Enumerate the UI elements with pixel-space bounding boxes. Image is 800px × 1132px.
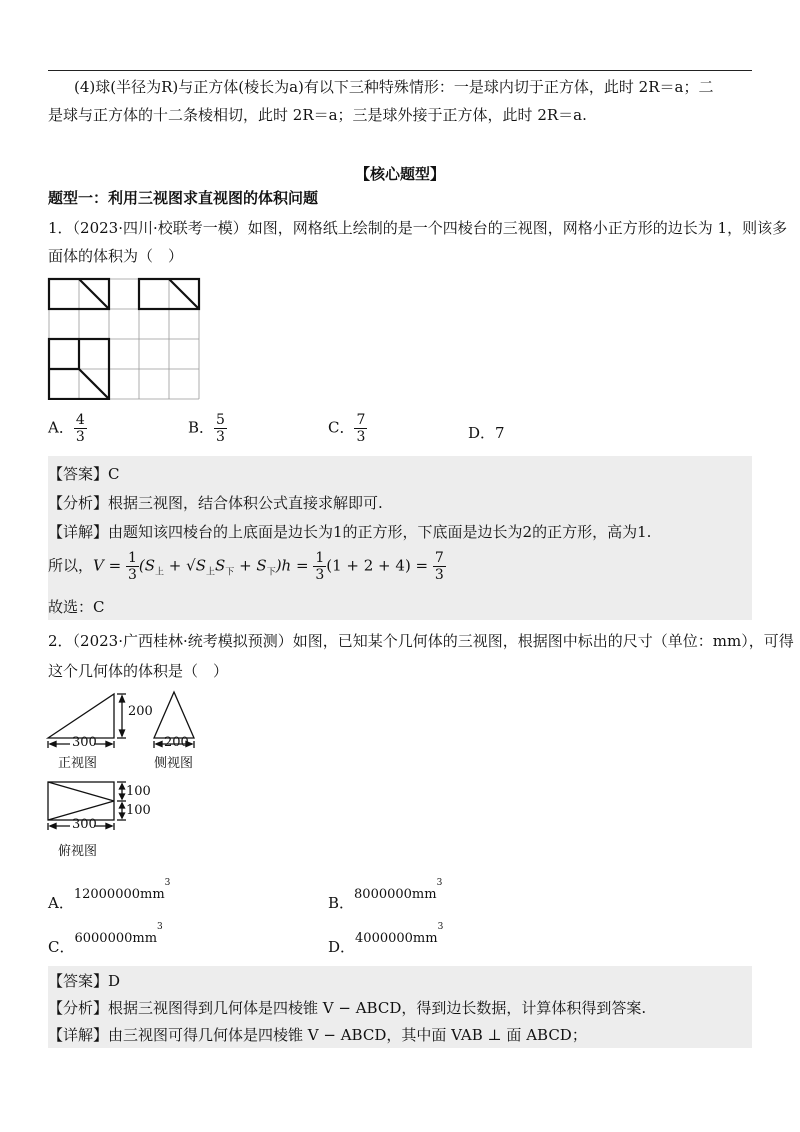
q1-stem-line-2: 面体的体积为（ ）	[48, 247, 184, 265]
q1-analysis: 【分析】根据三视图，结合体积公式直接求解即可.	[48, 494, 383, 512]
q1-detail: 【详解】由题知该四棱台的上底面是边长为1的正方形，下底面是边长为2的正方形，高为1.	[48, 523, 652, 541]
q2-option-b: B．$8000000mm^3$	[328, 878, 443, 912]
q1-option-c: C． $\frac{7}{3}$	[328, 412, 366, 445]
side-view-label: 侧视图	[154, 756, 194, 771]
q2-detail: 【详解】由三视图可得几何体是四棱锥 V − ABCD，其中面 VAB ⊥ 面 ABCD；	[48, 1026, 587, 1044]
q2-stem-line-1: 2．（2023·广西桂林·统考模拟预测）如图，已知某个几何体的三视图，根据图中标出的尺寸（单位：mm），可得	[48, 632, 794, 650]
q1-formula: 所以，V = $\frac{1}{3}$ $(S_上 + √S_上S_下 + S_下)h$ = $\frac{1}{3}$ (1 + 2 + 4) = $\frac{7}{3}$	[48, 550, 444, 583]
top-view-rect	[48, 782, 114, 820]
front-view-triangle	[48, 694, 114, 738]
q1-three-view-figure	[46, 276, 206, 400]
q1-option-a: A． $\frac{4}{3}$	[48, 412, 85, 445]
q2-option-c: C．$6000000mm^3$	[48, 922, 163, 956]
q2-answer: 【答案】D	[48, 972, 121, 990]
header-rule	[48, 70, 752, 71]
q2-analysis: 【分析】根据三视图得到几何体是四棱锥 V − ABCD，得到边长数据，计算体积得到答案.	[48, 999, 647, 1017]
dim-100-upper-label: 100	[126, 784, 151, 799]
q1-choose: 故选：C	[48, 598, 105, 616]
dim-300-label: 300	[72, 735, 97, 750]
type-title: 题型一：利用三视图求直视图的体积问题	[48, 189, 319, 207]
dim-300b-label: 300	[72, 817, 97, 832]
q2-stem-line-2: 这个几何体的体积是（ ）	[48, 662, 229, 680]
front-view-label: 正视图	[58, 756, 98, 771]
q1-answer: 【答案】C	[48, 465, 120, 483]
paragraph-line-1: (4)球(半径为R)与正方体(棱长为a)有以下三种特殊情形：一是球内切于正方体，此时 2R＝a；二	[74, 78, 714, 96]
q2-option-d: D．$4000000mm^3$	[328, 922, 444, 956]
dim-side-200-label: 200	[164, 735, 189, 750]
q1-option-d: D．7	[468, 424, 505, 442]
dim-200-label: 200	[128, 704, 153, 719]
section-title: 【核心题型】	[354, 165, 445, 183]
q2-option-a: A．$12000000mm^3$	[48, 878, 171, 912]
top-view-label: 俯视图	[58, 844, 98, 859]
dim-100-lower-label: 100	[126, 803, 151, 818]
q1-option-b: B． $\frac{5}{3}$	[188, 412, 225, 445]
paragraph-line-2: 是球与正方体的十二条棱相切，此时 2R＝a；三是球外接于正方体，此时 2R＝a.	[48, 106, 587, 124]
side-view-triangle	[154, 692, 194, 738]
q1-stem-line-1: 1．（2023·四川·校联考一模）如图，网格纸上绘制的是一个四棱台的三视图，网格小正方形的边长为 1，则该多	[48, 219, 788, 237]
